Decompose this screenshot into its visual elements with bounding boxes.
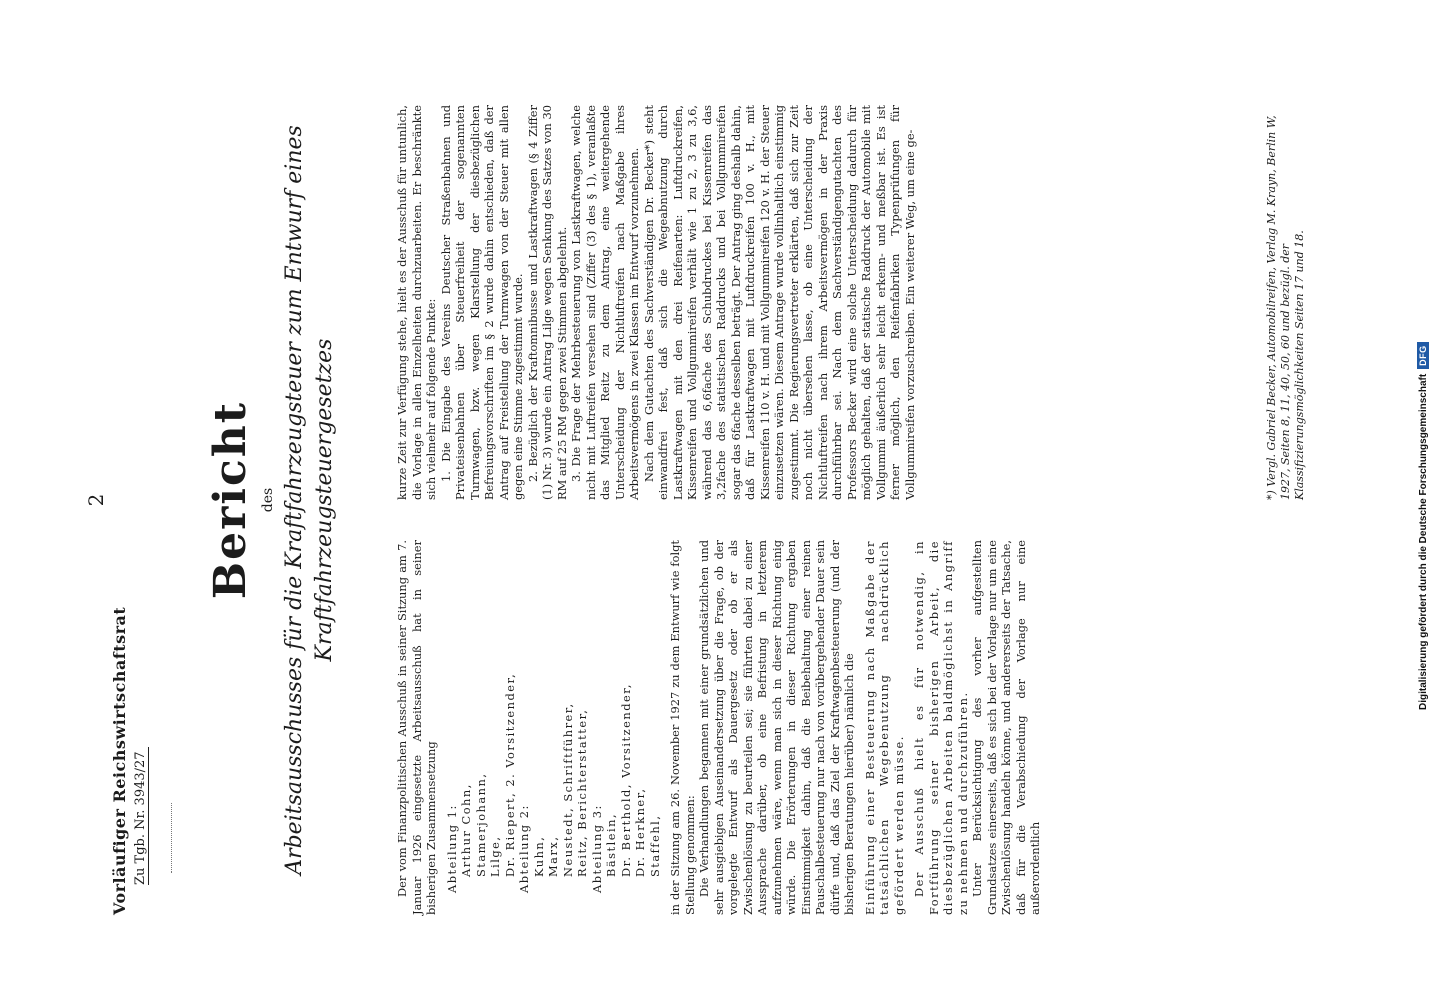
member-name: Dr. Riepert, 2. Vorsitzender, (502, 672, 517, 877)
paragraph-ausschuss: Der Ausschuß hielt es für notwendig, in Fortführung seiner bisherigen Arbeit, die diesbezüglichen Arbeiten baldmöglichst in Angriff zu nehmen und durchzuführen. (912, 540, 970, 915)
paragraph-kurze-zeit: kurze Zeit zur Verfügung stehe, hielt es der Ausschuß für untunlich, die Vorlage in allen Einzelheiten durchzuarbeiten. Er beschränkte sich vielmehr auf folgende Punkte: (395, 105, 438, 500)
abteilung-3-heading: Abteilung 3: (589, 804, 604, 893)
intro-paragraph: Der vom Finanzpolitischen Ausschuß in seiner Sitzung am 7. Januar 1926 eingesetzte Arbeitsausschuß hat in seiner bisherigen Zusammensetzung (395, 540, 438, 915)
paragraph-verhandlungen: Die Verhandlungen begannen mit einer grundsätzlichen und sehr ausgiebigen Auseinandersetzung über die Frage, ob der vorgelegte Entwurf als Dauergesetz oder ob er als Zwischenlösung zu beurteilen sei; sie führten dabei zu einer Aussprache darüber, ob eine Befristung in letzterem aufzunehmen wäre, wenn man sich in dieser Richtung einig würde. Die Erörterungen in dieser Richtung ergaben Einstimmigkeit dahin, daß die Beibehaltung einer reinen Pauschalbesteuerung nur nach von vorübergehender Dauer sein dürfe und, daß das Ziel der Kraftwagenbesteuerung (und der bisherigen Beratungen hierüber) nämlich die (697, 540, 856, 915)
dfg-logo: DFG (1417, 342, 1429, 369)
right-text-column (395, 105, 917, 500)
member-name: Bästlein, (604, 812, 618, 877)
paragraph-unter: Unter Berücksichtigung des vorher aufgestellten Grundsatzes einerseits, daß es sich bei der Vorlage nur um eine Zwischenlösung handeln könne, und andererseits der Tatsache, daß für die Verabschiedung der Vorlage nur eine außerordentlich (970, 540, 1042, 915)
member-name: Neustedt, Schriftführer, (560, 702, 575, 877)
document-subtitle: Arbeitsausschusses für die Kraftfahrzeugsteuer zum Entwurf eines Kraftfahrzeugsteuergesetzes (282, 125, 337, 875)
member-name: Dr. Herkner, (633, 787, 647, 877)
member-name: Stamerjohann, (473, 772, 488, 877)
dfg-funding-notice: Digitalisierung gefördert durch die Deutsche Forschungsgemeinschaft (1417, 373, 1429, 710)
member-name: Marx, (546, 835, 560, 877)
member-name: Arthur Cohn, (459, 783, 473, 877)
footnote: *) Vergl. Gabriel Becker, Automobilreifen, Verlag M. Krayn, Berlin W, 1927, Seiten 8, 11, 40, 50, 60 und bezügl. der Klassifizierungsmöglichkeiten Seiten 17 und 18. (1265, 115, 1306, 500)
left-text-column (395, 540, 1043, 915)
point-1: 1. Die Eingabe des Vereins Deutscher Straßenbahnen und Privateisenbahnen über Steuerfreiheit der sogenannten Turmwagen, bzw. wegen Klarstellung der diesbezüglichen Befreiungsvorschriften im § 2 wurde dahin entschieden, daß der Antrag auf Freistellung der Turmwagen von der Steuer mit allen gegen eine Stimme zugestimmt wurde. (438, 105, 525, 500)
title-block (205, 60, 340, 940)
header-block (110, 607, 172, 915)
page-number: 2 (84, 493, 108, 507)
paragraph-einfuehrung: Einführung einer Besteuerung nach Maßgabe der tatsächlichen Wegebenutzung nachdrücklich gefördert werden müsse. (862, 540, 906, 915)
member-name: Dr. Berthold, Vorsitzender, (618, 682, 633, 877)
member-name: Staffehl, (647, 814, 662, 877)
document-title: Bericht (205, 400, 256, 600)
digitization-sidebar (1412, 10, 1434, 710)
issuing-authority: Vorläufiger Reichswirtschaftsrat (110, 606, 129, 915)
member-name: Kuhn, (531, 835, 546, 877)
title-connector: des (260, 487, 276, 513)
abteilung-1-heading: Abteilung 1: (444, 804, 459, 893)
reference-number: Zu Tgb. Nr. 3943/27 (133, 747, 149, 885)
abteilung-2-heading: Abteilung 2: (517, 804, 531, 893)
member-name: Lilge, (488, 835, 502, 877)
header-divider (171, 803, 172, 873)
point-2: 2. Bezüglich der Kraftomnibusse und Lastkraftwagen (§ 4 Ziffer (1) Nr. 3) wurde ein Antrag Lilge wegen Senkung des Satzes von 30 RM auf 25 RM gegen zwei Stimmen abgelehnt. (525, 105, 569, 500)
point-3: 3. Die Frage der Mehrbesteuerung von Lastkraftwagen, welche nicht mit Luftreifen versehen sind (Ziffer (3) des § 1), veranlaßte das Mitglied Reitz zu dem Antrag, eine weitergehende Unterscheidung der Nichtluftreifen nach Maßgabe ihres Arbeitsvermögens in zwei Klassen im Entwurf vorzunehmen. (569, 105, 641, 500)
member-name: Reitz, Berichterstatter, (575, 708, 589, 877)
paragraph-gutachten: Nach dem Gutachten des Sachverständigen Dr. Becker*) steht einwandfrei fest, daß sich die Wegeabnutzung durch Lastkraftwagen mit den drei Reifenarten: Luftdruckreifen, Kissenreifen und Vollgummireifen verhält wie 1 zu 2, 3 zu 3,6, während das 6,6fache des Schubdruckes bei Kissenreifen das 3,2fache des statistischen Raddrucks und bei Vollgummireifen sogar das 6fache desselben beträgt. Der Antrag ging deshalb dahin, daß für Lastkraftwagen mit Luftdruckreifen 100 v. H., mit Kissenreifen 110 v. H. und mit Vollgummireifen 120 v. H. der Steuer einzusetzen wären. Diesem Antrage wurde vollinhaltlich einstimmig zugestimmt. Die Regierungsvertreter erklärten, daß sich zur Zeit noch nicht übersehen lasse, ob eine Unterscheidung der Nichtluftreifen nach ihrem Arbeitsvermögen in der Praxis durchführbar sei. Nach dem Sachverständigengutachten des Professors Becker wird eine solche Unterscheidung dadurch für möglich gehalten, daß der statische Raddruck der Automobile mit Vollgummi äußerlich sehr leicht erkenn- und meßbar ist. Es ist ferner möglich, den Reifenfabriken Typenprüfungen für Vollgummireifen vorzuschreiben. Ein weiterer Weg, um eine ge- (641, 105, 917, 500)
session-paragraph: in der Sitzung am 26. November 1927 zu dem Entwurf wie folgt Stellung genommen: (668, 540, 697, 915)
